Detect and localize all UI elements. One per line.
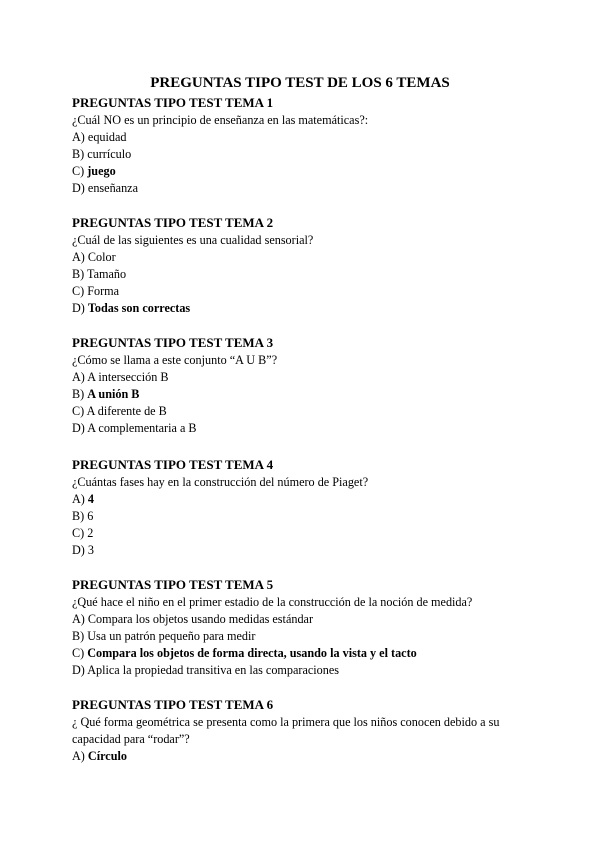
question-text: ¿Cuál NO es un principio de enseñanza en las matemáticas?:: [72, 112, 369, 127]
option-text: equidad: [87, 129, 127, 144]
option-letter: D): [72, 543, 88, 558]
correct-answer-text: Todas son correctas: [87, 301, 191, 316]
answer-option: [72, 645, 542, 662]
answer-option: [72, 508, 542, 525]
option-text: Color: [87, 249, 116, 264]
question-section-tema-1: [72, 94, 542, 198]
option-letter: C): [72, 284, 88, 299]
answer-option: [72, 180, 542, 197]
answer-option: [72, 662, 542, 679]
answer-option: [72, 163, 542, 180]
question-text: ¿Qué hace el niño en el primer estadio de la construcción de la noción de medida?: [72, 594, 473, 609]
option-letter: D): [72, 181, 88, 196]
answer-option: [72, 386, 542, 403]
option-letter: C): [72, 404, 87, 419]
correct-answer-text: Círculo: [87, 748, 127, 763]
option-letter: D): [72, 663, 88, 678]
answer-option: [72, 525, 542, 542]
option-letter: A): [72, 491, 88, 506]
option-text: Tamaño: [87, 266, 127, 281]
option-letter: C): [72, 526, 88, 541]
answer-option: [72, 369, 542, 386]
question-section-tema-5: [72, 576, 542, 680]
answer-option: [72, 611, 542, 628]
correct-answer-text: Compara los objetos de forma directa, usando la vista y el tacto: [87, 646, 417, 661]
option-letter: B): [72, 386, 88, 401]
question-text: ¿Cómo se llama a este conjunto “A U B”?: [72, 352, 278, 367]
option-text: enseñanza: [87, 181, 138, 196]
question-section-tema-6: [72, 696, 542, 765]
question-section-tema-2: [72, 214, 542, 318]
option-letter: B): [72, 508, 88, 523]
answer-option: [72, 249, 542, 266]
option-letter: C): [72, 646, 88, 661]
option-letter: A): [72, 369, 88, 384]
correct-answer-text: 4: [87, 491, 95, 506]
section-heading: PREGUNTAS TIPO TEST TEMA 5: [72, 577, 274, 592]
question-text: ¿Cuántas fases hay en la construcción del número de Piaget?: [72, 474, 369, 489]
section-heading: PREGUNTAS TIPO TEST TEMA 4: [72, 457, 274, 472]
document-title: PREGUNTAS TIPO TEST DE LOS 6 TEMAS: [150, 75, 450, 91]
option-letter: A): [72, 129, 88, 144]
option-text: 3: [87, 543, 95, 558]
option-text: A complementaria a B: [87, 421, 197, 436]
option-letter: D): [72, 301, 88, 316]
option-text: currículo: [87, 146, 132, 161]
answer-option: [72, 266, 542, 283]
section-heading: PREGUNTAS TIPO TEST TEMA 2: [72, 215, 274, 230]
option-text: Forma: [87, 284, 120, 299]
answer-option: [72, 628, 542, 645]
option-text: 6: [87, 508, 94, 523]
question-section-tema-4: [72, 456, 542, 560]
answer-option: [72, 420, 542, 437]
section-heading: PREGUNTAS TIPO TEST TEMA 1: [72, 95, 274, 110]
option-text: A intersección B: [87, 369, 169, 384]
option-text: Compara los objetos usando medidas estándar: [87, 611, 314, 626]
option-letter: C): [72, 164, 88, 179]
option-letter: B): [72, 628, 88, 643]
question-text: ¿ Qué forma geométrica se presenta como la primera que los niños conocen debido a su capacidad para “rodar”?: [72, 714, 500, 746]
option-text: Usa un patrón pequeño para medir: [87, 628, 256, 643]
correct-answer-text: juego: [87, 164, 116, 179]
option-letter: B): [72, 266, 88, 281]
answer-option: [72, 403, 542, 420]
question-section-tema-3: [72, 334, 542, 438]
option-text: Aplica la propiedad transitiva en las comparaciones: [87, 663, 340, 678]
answer-option: [72, 748, 542, 765]
correct-answer-text: A unión B: [87, 386, 140, 401]
option-text: 2: [87, 526, 94, 541]
option-letter: D): [72, 421, 88, 436]
option-letter: A): [72, 249, 88, 264]
option-letter: A): [72, 748, 88, 763]
option-letter: B): [72, 146, 88, 161]
answer-option: [72, 283, 542, 300]
answer-option: [72, 542, 542, 559]
section-heading: PREGUNTAS TIPO TEST TEMA 3: [72, 335, 274, 350]
answer-option: [72, 300, 542, 317]
section-heading: PREGUNTAS TIPO TEST TEMA 6: [72, 697, 274, 712]
question-text: ¿Cuál de las siguientes es una cualidad sensorial?: [72, 232, 314, 247]
answer-option: [72, 129, 542, 146]
option-letter: A): [72, 611, 88, 626]
answer-option: [72, 146, 542, 163]
option-text: A diferente de B: [86, 404, 167, 419]
answer-option: [72, 491, 542, 508]
